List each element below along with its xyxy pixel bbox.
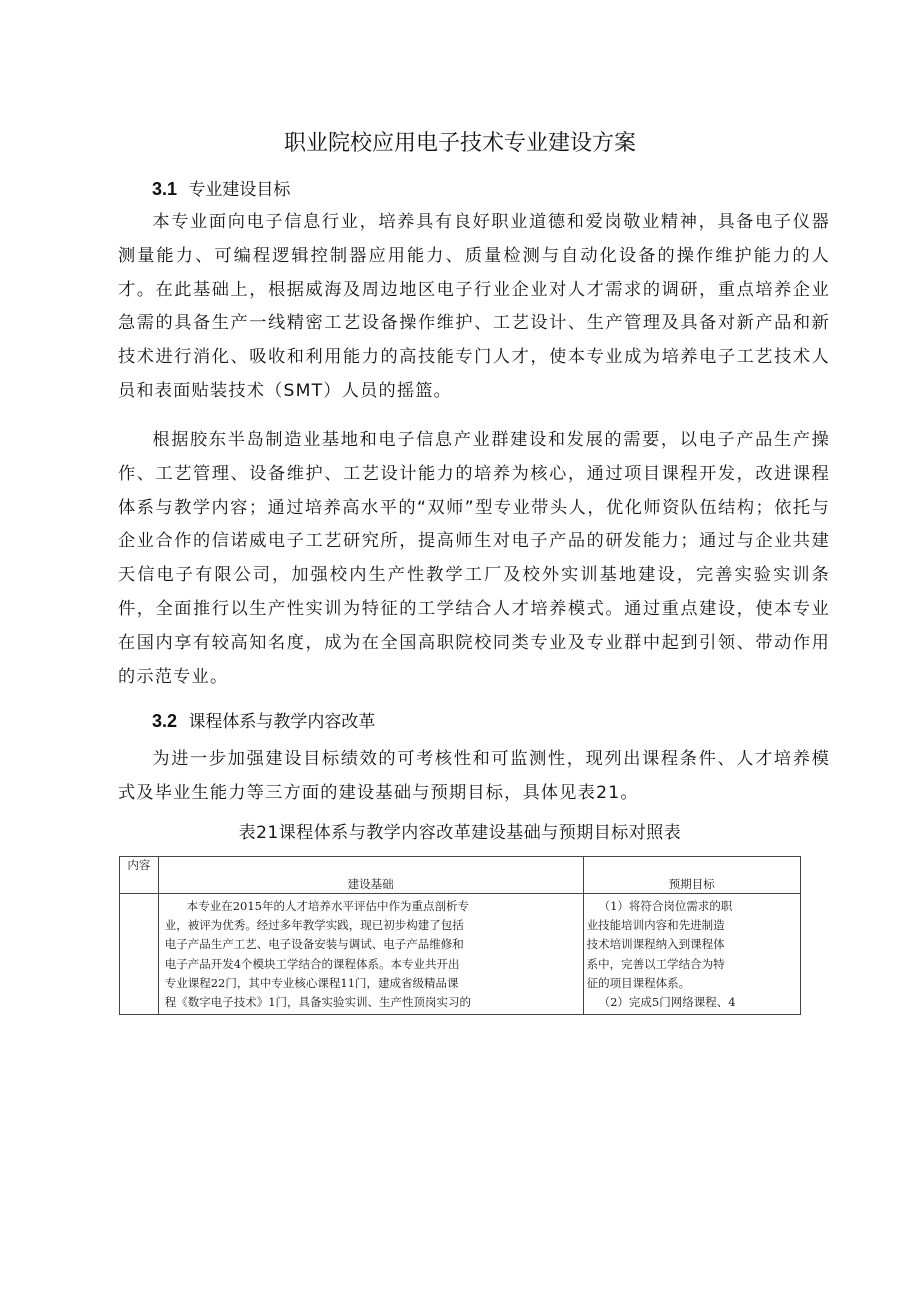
text-line: 程《数字电子技术》1门，具备实验实训、生产性顶岗实习的	[164, 995, 472, 1010]
header-basis-label: 建设基础	[347, 877, 394, 891]
section-title: 课程体系与教学内容改革	[188, 712, 376, 732]
text-line: 电子产品开发4个模块工学结合的课程体系。本专业共开出	[164, 956, 460, 971]
text-line: 专业课程22门，其中专业核心课程11门，建成省级精品课	[164, 975, 459, 990]
section-title: 专业建设目标	[188, 180, 291, 200]
header-target	[583, 857, 800, 894]
section-heading-3-1	[152, 176, 290, 203]
target-cell	[583, 894, 800, 1015]
header-basis	[158, 857, 583, 894]
header-target-label: 预期目标	[668, 877, 715, 891]
text-line: 征的项目课程体系。	[586, 975, 691, 990]
header-content: 内容	[120, 857, 159, 894]
comparison-table	[119, 856, 801, 1015]
document-title: 职业院校应用电子技术专业建设方案	[283, 131, 636, 156]
paragraph: 根据胶东半岛制造业基地和电子信息产业群建设和发展的需要，以电子产品生产操作、工艺管理、设备维护、工艺设计能力的培养为核心，通过项目课程开发，改进课程体系与教学内容；通过培养高水平的“双师”型专业带头人，优化师资队伍结构；依托与企业合作的信诺威电子工艺研究所，提高师生对电子产品的研发能力；通过与企业共建天信电子有限公司，加强校内生产性教学工厂及校外实训基地建设，完善实验实训条件，全面推行以生产性实训为特征的工学结合人才培养模式。通过重点建设，使本专业在国内享有较高知名度，成为在全国高职院校同类专业及专业群中起到引领、带动作用的示范专业。	[118, 430, 830, 687]
basis-cell	[158, 894, 583, 1015]
section-heading-3-2	[152, 708, 375, 735]
text-line: （1）将符合岗位需求的职	[598, 899, 733, 913]
text-line: 本专业在2015年的人才培养水平评估中作为重点剖析专	[186, 899, 469, 913]
section-number: 3.2	[152, 711, 178, 731]
content-cell	[120, 894, 159, 1015]
table-caption: 表21课程体系与教学内容改革建设基础与预期目标对照表	[238, 823, 682, 843]
text-line: 业，被评为优秀。经过多年教学实践，现已初步构建了包括	[164, 918, 464, 933]
paragraph: 本专业面向电子信息行业，培养具有良好职业道德和爱岗敬业精神，具备电子仪器测量能力、可编程逻辑控制器应用能力、质量检测与自动化设备的操作维护能力的人才。在此基础上，根据威海及周边地区电子行业企业对人才需求的调研，重点培养企业急需的具备生产一线精密工艺设备操作维护、工艺设计、生产管理及具备对新产品和新技术进行消化、吸收和利用能力的高技能专门人才，使本专业成为培养电子工艺技术人员和表面贴装技术（SMT）人员的摇篮。	[118, 212, 830, 401]
text-line: 技术培训课程纳入到课程体	[586, 937, 725, 952]
text-line: 业技能培训内容和先进制造	[586, 918, 725, 933]
basis-text	[159, 894, 583, 1014]
table-row	[120, 894, 801, 1015]
table-header-row	[120, 857, 801, 894]
text-line: （2）完成5门网络课程、4	[598, 995, 736, 1010]
text-line: 系中，完善以工学结合为特	[586, 956, 725, 971]
target-text	[584, 894, 800, 1014]
paragraph: 为进一步加强建设目标绩效的可考核性和可监测性，现列出课程条件、人才培养模式及毕业生能力等三方面的建设基础与预期目标，具体见表21。	[118, 749, 830, 803]
section-number: 3.1	[152, 179, 178, 199]
text-line: 电子产品生产工艺、电子设备安装与调试、电子产品维修和	[164, 937, 464, 952]
